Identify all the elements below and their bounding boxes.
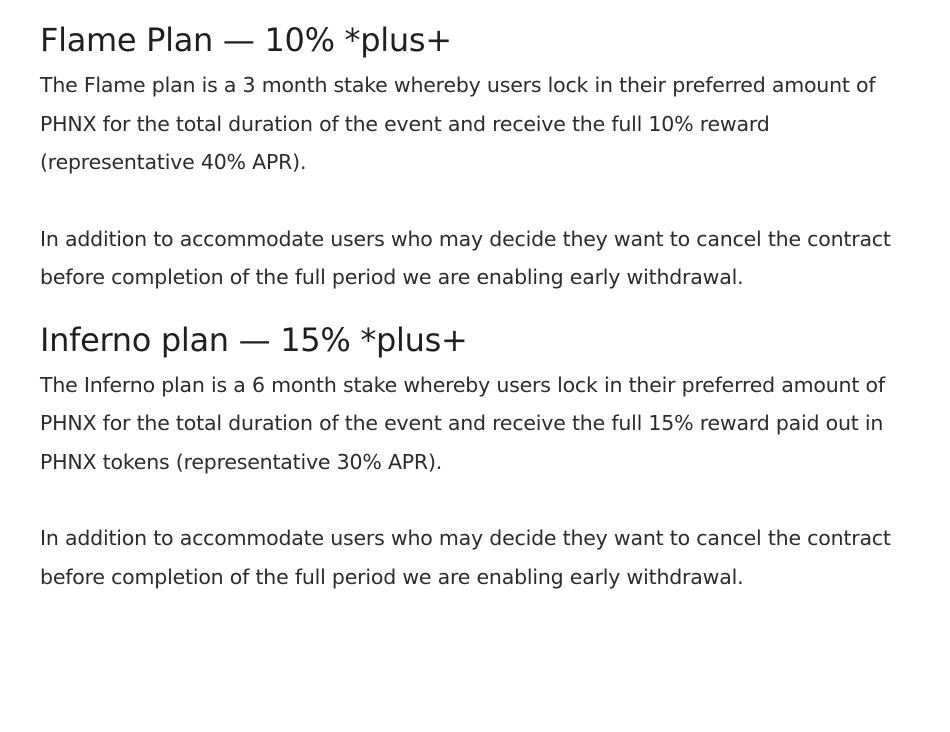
flame-plan-section (40, 14, 920, 297)
flame-plan-early-withdrawal: In addition to accommodate users who may decide they want to cancel the contract before completion of the full period we are enabling early withdrawal. (40, 226, 891, 289)
flame-plan-description: The Flame plan is a 3 month stake whereby users lock in their preferred amount of PHNX for the total duration of the event and receive the full 10% reward (representative 40% APR). (40, 73, 876, 174)
inferno-plan-description: The Inferno plan is a 6 month stake whereby users lock in their preferred amount of PHNX for the total duration of the event and receive the full 15% reward paid out in PHNX tokens (representative 30% APR). (40, 372, 885, 474)
inferno-plan-heading: Inferno plan — 15% *plus+ (40, 320, 468, 359)
article-body (40, 14, 920, 596)
section-spacer (40, 297, 920, 314)
paragraph-spacer (40, 182, 920, 220)
inferno-plan-early-withdrawal: In addition to accommodate users who may decide they want to cancel the contract before completion of the full period we are enabling early withdrawal. (40, 526, 891, 589)
flame-plan-heading: Flame Plan — 10% *plus+ (40, 21, 452, 59)
inferno-plan-section (40, 314, 920, 597)
paragraph-spacer (40, 481, 920, 519)
